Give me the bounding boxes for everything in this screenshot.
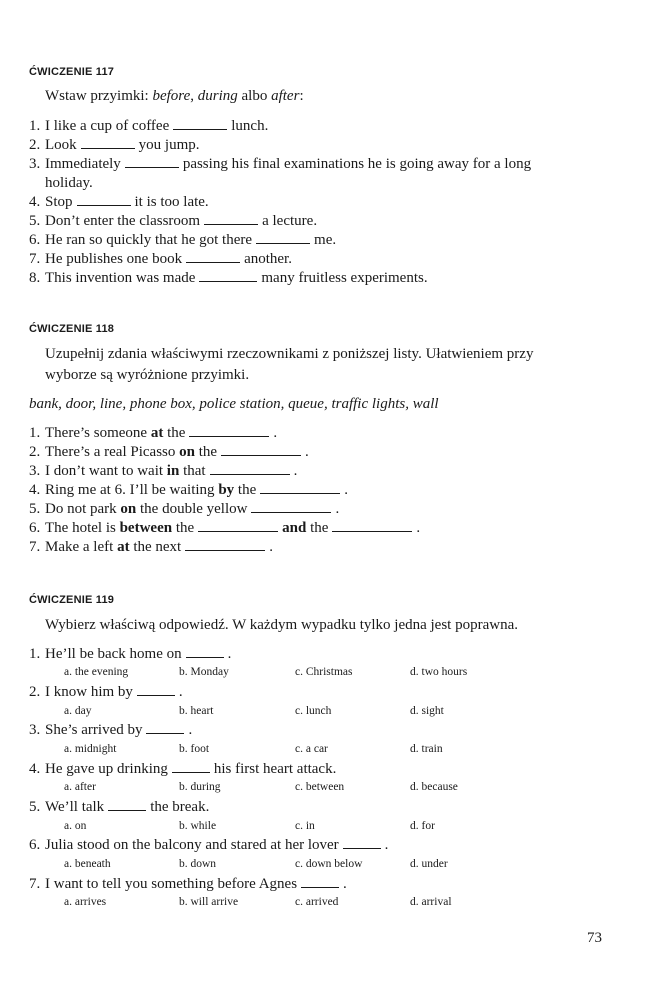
exercise-119-question: 4. He gave up drinking his first heart attack.: [29, 761, 337, 777]
exercise-119-instruction: Wybierz właściwą odpowiedź. W każdym wypadku tylko jedna jest poprawna.: [45, 617, 518, 633]
answer-blank[interactable]: [260, 481, 340, 494]
answer-blank[interactable]: [186, 645, 224, 658]
answer-blank[interactable]: [108, 798, 146, 811]
exercise-118-item: 7. Make a left at the next .: [29, 539, 273, 555]
exercise-117-item-continuation: holiday.: [45, 175, 93, 191]
exercise-118-item: 4. Ring me at 6. I’ll be waiting by the .: [29, 482, 348, 498]
exercise-117-item: 6. He ran so quickly that he got there me.: [29, 232, 337, 248]
option-c[interactable]: c. between: [295, 781, 345, 793]
exercise-118-item: 6. The hotel is between the and the .: [29, 520, 421, 536]
option-a[interactable]: a. after: [64, 781, 96, 793]
option-c[interactable]: c. Christmas: [295, 666, 353, 678]
answer-blank[interactable]: [81, 136, 135, 149]
exercise-119-question: 5. We’ll talk the break.: [29, 799, 210, 815]
answer-blank[interactable]: [301, 875, 339, 888]
exercise-119-options: [64, 858, 624, 873]
exercise-117-item: 3. Immediately passing his final examinations he is going away for a long: [29, 156, 532, 172]
answer-blank[interactable]: [204, 212, 258, 225]
exercise-117-item: 7. He publishes one book another.: [29, 251, 292, 267]
option-a[interactable]: a. the evening: [64, 666, 129, 678]
option-c[interactable]: c. arrived: [295, 896, 339, 908]
exercise-119-options: [64, 743, 624, 758]
answer-blank[interactable]: [343, 836, 381, 849]
page-number: 73: [587, 930, 602, 946]
option-c[interactable]: c. a car: [295, 743, 328, 755]
answer-blank[interactable]: [77, 193, 131, 206]
exercise-119-options: [64, 781, 624, 796]
exercise-119-question: 6. Julia stood on the balcony and stared at her lover .: [29, 837, 389, 853]
exercise-118-item: 1. There’s someone at the .: [29, 425, 278, 441]
option-d[interactable]: d. under: [410, 858, 448, 870]
exercise-119-options: [64, 896, 624, 911]
answer-blank[interactable]: [189, 424, 269, 437]
option-d[interactable]: d. because: [410, 781, 458, 793]
answer-blank[interactable]: [125, 155, 179, 168]
answer-blank[interactable]: [198, 519, 278, 532]
exercise-117-instruction: Wstaw przyimki: before, during albo after:: [45, 88, 304, 104]
option-a[interactable]: a. arrives: [64, 896, 107, 908]
option-d[interactable]: d. for: [410, 820, 435, 832]
answer-blank[interactable]: [173, 117, 227, 130]
option-c[interactable]: c. down below: [295, 858, 363, 870]
answer-blank[interactable]: [221, 443, 301, 456]
answer-blank[interactable]: [210, 462, 290, 475]
exercise-119-options: [64, 666, 624, 681]
exercise-118-instruction: Uzupełnij zdania właściwymi rzeczownikami z poniższej listy. Ułatwieniem przy wyborze są wyróżnione przyimki.: [45, 346, 534, 383]
answer-blank[interactable]: [185, 538, 265, 551]
option-c[interactable]: c. lunch: [295, 705, 332, 717]
exercise-119-question: 7. I want to tell you something before Agnes .: [29, 876, 347, 892]
option-d[interactable]: d. train: [410, 743, 443, 755]
option-a[interactable]: a. midnight: [64, 743, 117, 755]
exercise-119-title: ĆWICZENIE 119: [29, 594, 115, 606]
exercise-117-item: 8. This invention was made many fruitless experiments.: [29, 270, 428, 286]
option-b[interactable]: b. down: [179, 858, 217, 870]
answer-blank[interactable]: [137, 683, 175, 696]
option-a[interactable]: a. on: [64, 820, 87, 832]
exercise-117-item: 1. I like a cup of coffee lunch.: [29, 118, 269, 134]
option-b[interactable]: b. heart: [179, 705, 214, 717]
option-b[interactable]: b. will arrive: [179, 896, 239, 908]
exercise-117-title: ĆWICZENIE 117: [29, 66, 115, 78]
option-a[interactable]: a. day: [64, 705, 92, 717]
answer-blank[interactable]: [332, 519, 412, 532]
option-b[interactable]: b. while: [179, 820, 217, 832]
answer-blank[interactable]: [251, 500, 331, 513]
exercise-117-item: 2. Look you jump.: [29, 137, 200, 153]
exercise-118-item: 3. I don’t want to wait in that .: [29, 463, 298, 479]
exercise-117-item: 4. Stop it is too late.: [29, 194, 209, 210]
option-c[interactable]: c. in: [295, 820, 315, 832]
answer-blank[interactable]: [256, 231, 310, 244]
option-d[interactable]: d. sight: [410, 705, 444, 717]
exercise-119-options: [64, 705, 624, 720]
option-b[interactable]: b. Monday: [179, 666, 229, 678]
option-d[interactable]: d. two hours: [410, 666, 468, 678]
exercise-118-item: 2. There’s a real Picasso on the .: [29, 444, 309, 460]
option-b[interactable]: b. during: [179, 781, 221, 793]
exercise-118-item: 5. Do not park on the double yellow .: [29, 501, 340, 517]
option-b[interactable]: b. foot: [179, 743, 210, 755]
exercise-119-options: [64, 820, 624, 835]
exercise-117-item: 5. Don’t enter the classroom a lecture.: [29, 213, 318, 229]
answer-blank[interactable]: [186, 250, 240, 263]
exercise-119-question: 1. He’ll be back home on .: [29, 646, 232, 662]
answer-blank[interactable]: [172, 760, 210, 773]
exercise-119-question: 3. She’s arrived by .: [29, 722, 193, 738]
option-d[interactable]: d. arrival: [410, 896, 452, 908]
answer-blank[interactable]: [146, 721, 184, 734]
exercise-118-word-list: bank, door, line, phone box, police station, queue, traffic lights, wall: [29, 396, 439, 412]
option-a[interactable]: a. beneath: [64, 858, 111, 870]
exercise-119-question: 2. I know him by .: [29, 684, 183, 700]
exercise-118-title: ĆWICZENIE 118: [29, 323, 115, 335]
answer-blank[interactable]: [199, 269, 257, 282]
